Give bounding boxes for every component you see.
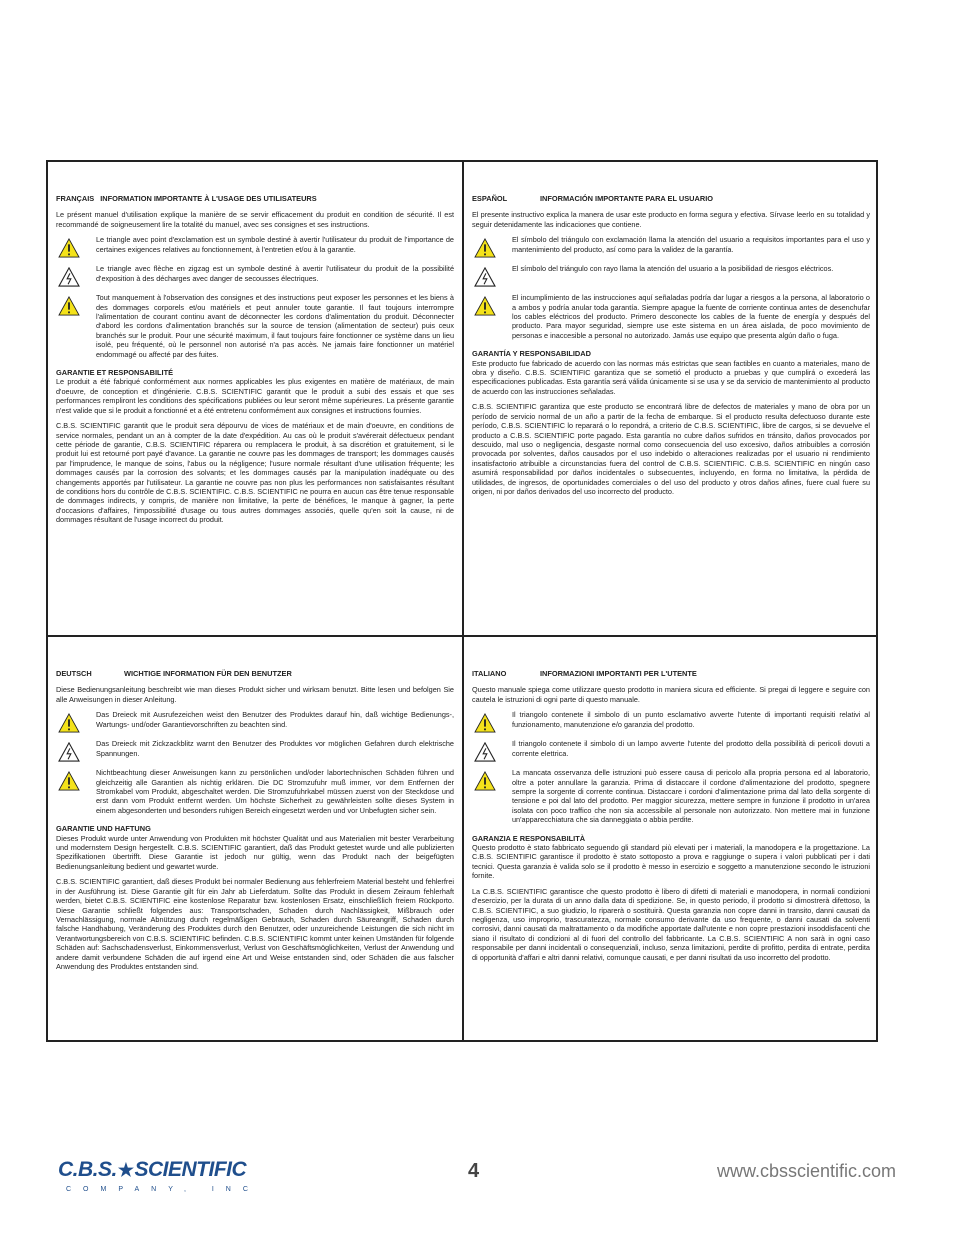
warranty-paragraph: La C.B.S. SCIENTIFIC garantisce che questo prodotto è libero di difetti di materiali e manodopera, in normali condizioni d'esercizio, per la durata di un anno dalla data di spedizione. Se, in questo periodo, il prodotto si dimostrerà difettoso, la C.B.S. SCIENTIFIC, a suo giudizio, lo riparerà o sostituirà. Questa garanzia non copre danni in transito, danni causati da negligenza, uso improprio, trascuratezza, normale consumo derivante da uso frequente, o danni causati da solventi corrosivi, danni causati da maltrattamento o da modifiche apportate dall'utente e non copre prestazioni insoddisfacenti che siano il risultato di condizioni al di fuori del controllo del fabbricante. La C.B.S. SCIENTIFIC A non sarà in ogni caso responsabile per danni incidentali o consequenziali, incluso, senza limitazioni, perdite di profitto, perdita di entrate, perdita di opportunità d'affari e altri danni relativi, comunque causati, e per danni risultati da uso incorretto del prodotto. [472,886,870,962]
warranty-paragraph: Dieses Produkt wurde unter Anwendung von Produkten mit höchster Qualität und aus Materialien mit bester Verarbeitung und modernstem Design hergestellt. C.B.S. SCIENTIFIC garantiert, daß das Produkt getestet wurde und alle publizierten Spezifikationen übertrifft. Diese Garantie ist jedoch nur gültig, wenn das Produkt nach der beigefügten Bedienungsanleitung bedient und gewartet wurde. [56,833,454,871]
note-text: El incumplimiento de las instrucciones aquí señaladas podría dar lugar a riesgos a la persona, al laboratorio o a ambos y podría anular toda garantía. Siempre apague la fuente de corriente continua antes de desenchufar los cables eléctricos del producto. Primero desconecte los cables de la fuente de energía y después del producto. Para mayor seguridad, siempre use este sistema en un área aislada, de poco movimiento de personas e inaccesible a personal no autorizado. Jamás use equipo que presenta algún daño o fuga. [512,293,870,340]
warranty-paragraph: C.B.S. SCIENTIFIC garantit que le produit sera dépourvu de vices de matériaux et de main d'oeuvre, en conditions de service normales, pendant un an à compter de la date d'expédition. Au cas où le produit s'avérerait défectueux pendant cette période de garantie, C.B.S. SCIENTIFIC réparera ou remplacera le produit, à sa discrétion et gratuitement, si le produit lui est retourné port payé d'avance. La garantie ne couvre pas les dommages de transport; les dommages causés par l'imprudence, le manque de soins, l'abus ou la négligence; l'usure normale résultant d'une utilisation fréquente; les dommages causés par la corrosion des solvants; et les dommages causés par la manipulation inadéquate ou des changements apportés par l'utilisateur. La garantie ne couvre pas non plus les performances non satisfaisantes résultant de conditions hors du contrôle de C.B.S. SCIENTIFIC. C.B.S. SCIENTIFIC ne pourra en aucun cas être tenue responsable de dommages indirects, y compris, de manière non limitative, la perte de bénéfices, le manque à gagner, la perte d'occasions d'affaires, l'impossibilité d'usage ou tous autres dommages associés, quelle qu'en soit la cause, ni de dommages résultant de l'usage incorrect du produit. [56,421,454,525]
section-header [56,669,454,678]
note-exclamation [472,768,870,824]
section-title: INFORMAZIONI IMPORTANTI PER L'UTENTE [540,669,697,678]
company-logo [58,1158,246,1182]
note-electric [472,739,870,762]
logo-text-b: SCIENTIFIC [134,1158,247,1181]
section-italian [472,669,870,1039]
note-exclamation [472,293,870,340]
note-electric [56,264,454,287]
language-label: ESPAÑOL [472,194,508,203]
section-german [56,669,454,1039]
section-title: INFORMATION IMPORTANTE À L'USAGE DES UTILISATEURS [100,194,317,203]
website-link[interactable]: www.cbsscientific.com [716,1161,896,1181]
logo-subtitle: COMPANY, INC [66,1186,260,1193]
intro-text: Diese Bedienungsanleitung beschreibt wie man dieses Produkt sicher und wirksam benutzt. Bitte lesen und befolgen Sie alle Anweisungen in dieser Anleitung. [56,685,454,704]
note-text: La mancata osservanza delle istruzioni può essere causa di pericolo alla propria persona ed al laboratorio, oltre a poter annullare la garanzia. Prima di distaccare il cordone d'alimentazione del prodotto, spegnere sempre la sorgente di corrente continua. Distaccare i cordoni d'alimentazione prima dal lato della sorgente di tensione e poi dal lato del prodotto. Per maggior sicurezza, mettere sempre in funzione il prodotto in un'area isolata con poco traffico che non sia accessibile al personale non autorizzato. Non mettere mai in funzione un'apparecchiatura che sia danneggiata o abbia perdite. [512,768,870,825]
note-text: Il triangolo contenete il simbolo di un lampo avverte l'utente del prodotto della possibilità di pericoli dovuti a corrente elettrica. [512,739,870,758]
intro-text: Le présent manuel d'utilisation explique la manière de se servir efficacement du produit en condition de sécurité. Il est recommandé de soigneusement lire la totalité du manuel, avec ses consignes et ses instructions. [56,210,454,229]
warranty-paragraph: Questo prodotto è stato fabbricato seguendo gli standard più elevati per i materiali, la manodopera e la progettazione. La C.B.S. SCIENTIFIC garantisce il prodotto è stato sottoposto a prova e raggiunge o supera i valori pubblicati per i dati tecnici. Questa garanzia è valida solo se il prodotto è messo in esercizio e soggetto a manutenzione secondo le istruzioni fornite. [472,843,870,881]
warranty-heading: GARANTIE UND HAFTUNG [56,824,151,834]
note-exclamation [472,710,870,733]
language-label: FRANÇAIS [56,194,95,203]
exclamation-triangle-icon [474,296,496,316]
note-text: Le triangle avec flèche en zigzag est un symbole destiné à avertir l'utilisateur du produit de la possibilité d'exposition à des décharges avec danger de secousses électriques. [96,264,454,283]
star-icon: ★ [117,1160,134,1180]
page-number: 4 [468,1160,480,1182]
note-text: Das Dreieck mit Ausrufezeichen weist den Benutzer des Produktes darauf hin, daß wichtige Bedienungs-, Wartungs- und/oder Garantievorschriften zu beachten sind. [96,710,454,729]
section-title: WICHTIGE INFORMATION FÜR DEN BENUTZER [124,669,292,678]
lightning-triangle-icon [474,267,496,287]
warranty-paragraph: Le produit a été fabriqué conformément aux normes applicables les plus exigentes en matière de matériaux, de main d'oeuvre, de conception et d'ingénierie. C.B.S. SCIENTIFIC garantit que le produit a subi des essais et que ses performances rempliront les conditions des spécifications publiées ou leur seront même supérieures. La présente garantie n'est valide que si le produit a fonctionné et a été entretenu conformément aux consignes et instructions fournies. [56,377,454,415]
intro-text: Questo manuale spiega come utilizzare questo prodotto in maniera sicura ed efficiente. Si pregai di leggere e seguire con cautela le istruzioni di ogni parte di questo manuale. [472,685,870,704]
section-title: INFORMACIÓN IMPORTANTE PARA EL USUARIO [540,194,713,203]
grid-horizontal-divider [48,635,876,637]
note-text: Il triangolo contenete il simbolo di un punto esclamativo avverte l'utente di importanti requisiti relativi al funzionamento, manutenzione e/o garanzia del prodotto. [512,710,870,729]
note-text: El símbolo del triángulo con rayo llama la atención del usuario a la posibilidad de riesgos eléctricos. [512,264,834,274]
note-electric [56,739,454,762]
section-header [472,194,870,203]
exclamation-triangle-icon [58,296,80,316]
page-footer [0,1158,954,1198]
grid-vertical-divider [462,162,464,1040]
warranty-heading: GARANZIA E RESPONSABILITÀ [472,833,586,843]
multilingual-info-grid [46,160,878,1042]
warranty-heading: GARANTÍA Y RESPONSABILIDAD [472,349,591,359]
warranty-paragraph: C.B.S. SCIENTIFIC garantiert, daß dieses Produkt bei normaler Bedienung aus fehlerfreiem Material besteht und fehlerfrei in der Ausführung ist. Diese Garantie gilt für ein Jahr ab Lieferdatum. Sollte das Produkt in diesem Zeiraum fehlerhaft werden, bietet C.B.S. SCIENTIFIC eine kostenlose Reparatur bzw. kostenlosen Ersatz, einschließlich freiem Rückporto. Diese Garantie schließt folgendes aus: Transportschaden, Schaden durch Nachlässigkeit, Mißbrauch oder Vernachlässigung, normale Abnützung durch regelmäßigen Gebrauch, Schaden durch Säureangriff, Schaden durch falsche Handhabung, Veränderung des Produktes durch den Benutzer, oder unzureichende Leistungen die sich nicht im Verantwortungsbereich von C.B.S. SCIENTIFIC befinden. C.B.S. SCIENTIFIC kommt unter keinen Umständen für folgende Schäden auf: Sachschadensverlust, Einkommensverlust, Verlust von Geschäftsmöglichkeiten, Verlust der Anwendung und andere damit verbundene Schäden die auf irgend eine Art und Weise entstanden sind, oder Schäden die aus falscher Anwendung des Produktes entstanden sind. [56,877,454,971]
section-french [56,194,454,630]
note-exclamation [56,710,454,733]
exclamation-triangle-icon [58,713,80,733]
section-header [472,669,870,678]
note-text: Tout manquement à l'observation des consignes et des instructions peut exposer les personnes et les biens à des dommages corporels et/ou matériels et peut annuler toute garantie. Il faut toujours interrompre l'alimentation de courant continu avant de déconnecter les cordons d'alimentation du produit. Déconnecter d'abord les cordons d'alimentation branchés sur la source de tension (alimentation de secteur) puis ceux branchés sur le produit. Pour une sécurité maximum, il faut toujours faire fonctionner ce système dans un lieu isolé, peu fréquenté, où le personnel non autorisé n'a pas accès. Ne jamais faire fonctionner un matériel endommagé ou affecté par des fuites. [96,293,454,359]
exclamation-triangle-icon [58,238,80,258]
exclamation-triangle-icon [474,238,496,258]
exclamation-triangle-icon [58,771,80,791]
exclamation-triangle-icon [474,771,496,791]
language-label: ITALIANO [472,669,507,678]
exclamation-triangle-icon [474,713,496,733]
lightning-triangle-icon [58,267,80,287]
warranty-heading: GARANTIE ET RESPONSABILITÉ [56,368,174,378]
section-header [56,194,454,203]
note-text: El símbolo del triángulo con exclamación llama la atención del usuario a requisitos importantes para el uso y mantenimiento del producto, así como para la validez de la garantía. [512,235,870,254]
intro-text: El presente instructivo explica la manera de usar este producto en forma segura y efectiva. Sírvase leerlo en su totalidad y seguir detenidamente las indicaciones que contiene. [472,210,870,229]
section-spanish [472,194,870,630]
language-label: DEUTSCH [56,669,92,678]
note-text: Das Dreieck mit Zickzackblitz warnt den Benutzer des Produktes vor möglichen Gefahren durch elektrische Spannungen. [96,739,454,758]
lightning-triangle-icon [474,742,496,762]
note-exclamation [56,235,454,258]
logo-text-a: C.B.S. [58,1158,117,1181]
note-text: Le triangle avec point d'exclamation est un symbole destiné à avertir l'utilisateur du produit de l'importance de certaines exigences relatives au fonctionnement, à l'entretien et/ou à la garantie. [96,235,454,254]
note-text: Nichtbeachtung dieser Anweisungen kann zu persönlichen und/oder labortechnischen Schäden führen und gleichzeitig alle Garantien als nichtig erklären. Die DC Stromzufuhr muß immer, vor dem Entfernen der Stromkabel vom Produkt, abgeschaltet werden. Die Stromzufuhrkabel müssen zuerst von der Steckdose und erst dann vom Produkt entfernt werden. Um höchste Sicherheit zu gewährleisten sollte dieses System in einem abgesonderten und besonders ruhigen Bereich eingesetzt werden und vor Unbefugten sicher sein. [96,768,454,815]
warranty-paragraph: C.B.S. SCIENTIFIC garantiza que este producto se encontrará libre de defectos de materiales y mano de obra por un período de servicio normal de un año a partir de la fecha de embarque. Si el producto resulta defectuoso durante este período, C.B.S. SCIENTIFIC lo reparará o lo repondrá, a criterio de C.B.S. SCIENTIFIC, libre de cargos, si se devuelve el producto a C.B.S. SCIENTIFIC porte pagado. Esta garantía no cubre daños sufridos en tránsito, daños provocados por descuido, mal uso o negligencia, desgaste normal como consecuencia del uso excesivo, daños atribuibles a corrosión provocada por solventes, daños causados por el uso indebido o alteraciones realizadas por el usuario ni rendimiento insatisfactorio atribuible a circunstancias fuera del control de C.B.S. SCIENTIFIC. C.B.S. SCIENTIFIC en ningún caso asumirá responsabilidad por daños incidentales o subsecuentes, incluyendo, en forma no limitativa, la pérdida de utilidades, de ingresos, de oportunidades comerciales o del uso del producto y otros daños afines, fuere cual fuere su origen, ni por daños derivados del uso incorrecto del producto. [472,402,870,496]
note-exclamation [56,293,454,359]
lightning-triangle-icon [58,742,80,762]
note-exclamation [56,768,454,815]
warranty-paragraph: Este producto fue fabricado de acuerdo con las normas más estrictas que sean factibles en cuanto a materiales, mano de obra y diseño. C.B.S. SCIENTIFIC garantiza que se sometió el producto a pruebas y que cumplirá o excederá las especificaciones publicadas. Esta garantía será válida únicamente si se usa y se da servicio de mantenimiento al producto de acuerdo con las instrucciones señaladas. [472,358,870,396]
note-exclamation [472,235,870,258]
note-electric [472,264,870,287]
